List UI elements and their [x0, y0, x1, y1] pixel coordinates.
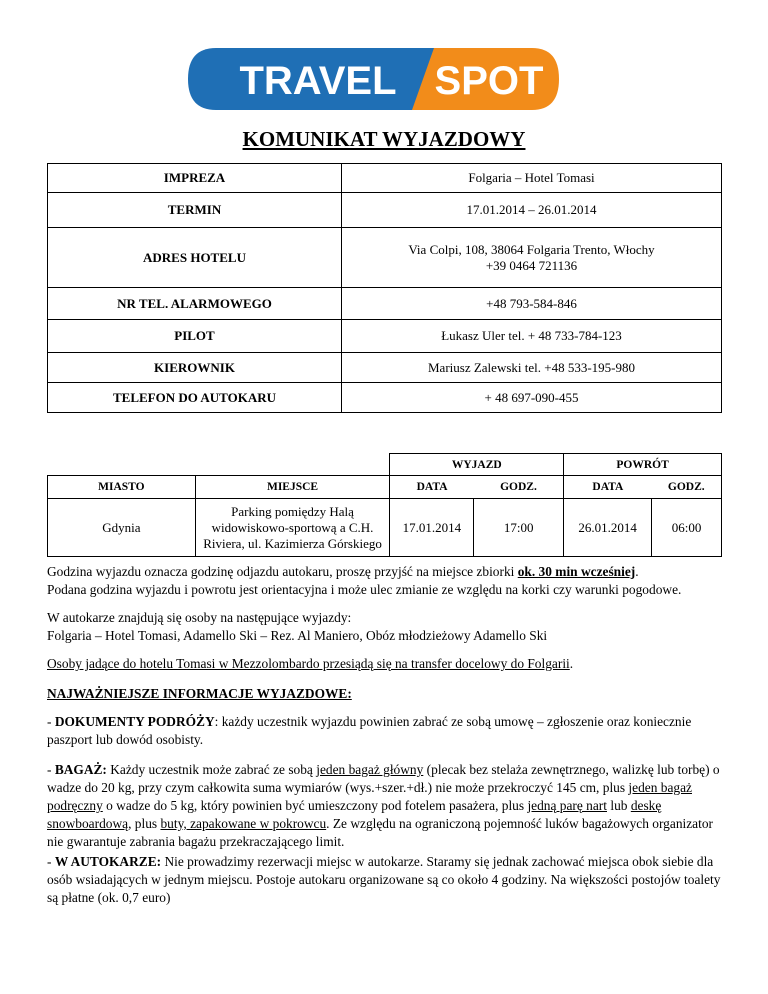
- section-heading: NAJWAŻNIEJSZE INFORMACJE WYJAZDOWE:: [47, 686, 352, 701]
- hotel-phone: +39 0464 721136: [485, 257, 578, 273]
- info-value: Łukasz Uler tel. + 48 733-784-123: [342, 320, 722, 353]
- trip-table: [47, 453, 722, 557]
- info-label: ADRES HOTELU: [48, 228, 342, 288]
- info-value: Mariusz Zalewski tel. +48 533-195-980: [342, 353, 722, 383]
- table-row: [48, 476, 722, 499]
- info-label: IMPREZA: [48, 164, 342, 193]
- powrot-header: POWRÓT: [564, 454, 722, 476]
- departure-note: Godzina wyjazdu oznacza godzinę odjazdu autokaru, proszę przyjść na miejsce zbiorki ok. 30 min wcześniej. Podana godzina wyjazdu i powrotu jest orientacyjna i może ulec zmianie ze względu na korki czy warunki pogodowe.: [47, 564, 682, 597]
- cell-wyjazd-data: 17.01.2014: [390, 499, 474, 557]
- logo-word-spot: SPOT: [434, 59, 544, 103]
- info-label: NR TEL. ALARMOWEGO: [48, 288, 342, 320]
- cell-miasto: Gdynia: [48, 499, 196, 557]
- cell-powrot-godz: 06:00: [652, 499, 722, 557]
- info-value: Folgaria – Hotel Tomasi: [342, 164, 722, 193]
- logo-word-travel: TRAVEL: [239, 59, 397, 103]
- col-powrot-godz: GODZ.: [652, 476, 722, 499]
- table-row: [48, 288, 722, 320]
- documents-info: - DOKUMENTY PODRÓŻY: każdy uczestnik wyjazdu powinien zabrać ze sobą umowę – zgłoszenie oraz koniecznie paszport lub dowód osobisty.: [47, 714, 692, 747]
- cell-powrot-data: 26.01.2014: [564, 499, 652, 557]
- info-label: TELEFON DO AUTOKARU: [48, 383, 342, 413]
- col-powrot-data: DATA: [592, 481, 624, 493]
- table-row: [48, 383, 722, 413]
- trips-note: W autokarze znajdują się osoby na następujące wyjazdy: Folgaria – Hotel Tomasi, Adamello Ski – Rez. Al Maniero, Obóz młodzieżowy Adamello Ski: [47, 610, 548, 643]
- table-row: [48, 320, 722, 353]
- bus-info: - W AUTOKARZE: Nie prowadzimy rezerwacji miejsc w autokarze. Staramy się jednak zachować miejsca obok siebie dla osób wsiadających w jednym miejscu. Postoje autokaru organizowane są co około 4 godziny. Na większości postojów toalety są płatne (ok. 0,7 euro): [47, 854, 721, 905]
- table-row: [48, 193, 722, 228]
- info-value: + 48 697-090-455: [342, 383, 722, 413]
- wyjazd-header: WYJAZD: [390, 454, 564, 476]
- info-table: [47, 163, 722, 413]
- info-value-address: [342, 228, 722, 288]
- table-row: [48, 454, 722, 476]
- cell-miejsce: Parking pomiędzy Halą widowiskowo-sportową a C.H. Riviera, ul. Kazimierza Górskiego: [195, 499, 390, 557]
- table-row: [48, 228, 722, 288]
- info-label: TERMIN: [48, 193, 342, 228]
- table-row: [48, 499, 722, 557]
- baggage-info: - BAGAŻ: Każdy uczestnik może zabrać ze sobą jeden bagaż główny (plecak bez stelaża zewnętrznego, walizkę lub torbę) o wadze do 20 kg, przy czym całkowita suma wymiarów (wys.+szer.+dł.) nie może przekroczyć 145 cm, plus jeden bagaż podręczny o wadze do 5 kg, który powinien być umieszczony pod fotelem pasażera, plus jedną parę nart lub deskę snowboardową, plus buty, zapakowane w pokrowcu. Ze względu na ograniczoną pojemność luków bagażowych organizator nie gwarantuje zabrania bagażu przekraczającego limit.: [47, 762, 720, 849]
- col-wyjazd-data: DATA: [416, 481, 448, 493]
- table-row: [48, 164, 722, 193]
- transfer-note: Osoby jadące do hotelu Tomasi w Mezzolombardo przesiądą się na transfer docelowy do Folgarii.: [47, 656, 574, 671]
- travel-spot-logo: [186, 46, 561, 112]
- address-line: Via Colpi, 108, 38064 Folgaria Trento, Włochy: [408, 241, 655, 257]
- col-miasto: MIASTO: [48, 476, 196, 499]
- col-wyjazd-godz: GODZ.: [474, 476, 564, 499]
- info-value: +48 793-584-846: [342, 288, 722, 320]
- info-value: 17.01.2014 – 26.01.2014: [342, 193, 722, 228]
- col-miejsce: MIEJSCE: [195, 476, 390, 499]
- table-row: [48, 353, 722, 383]
- info-label: PILOT: [48, 320, 342, 353]
- cell-wyjazd-godz: 17:00: [474, 499, 564, 557]
- page-title: KOMUNIKAT WYJAZDOWY: [242, 127, 526, 151]
- info-label: KIEROWNIK: [48, 353, 342, 383]
